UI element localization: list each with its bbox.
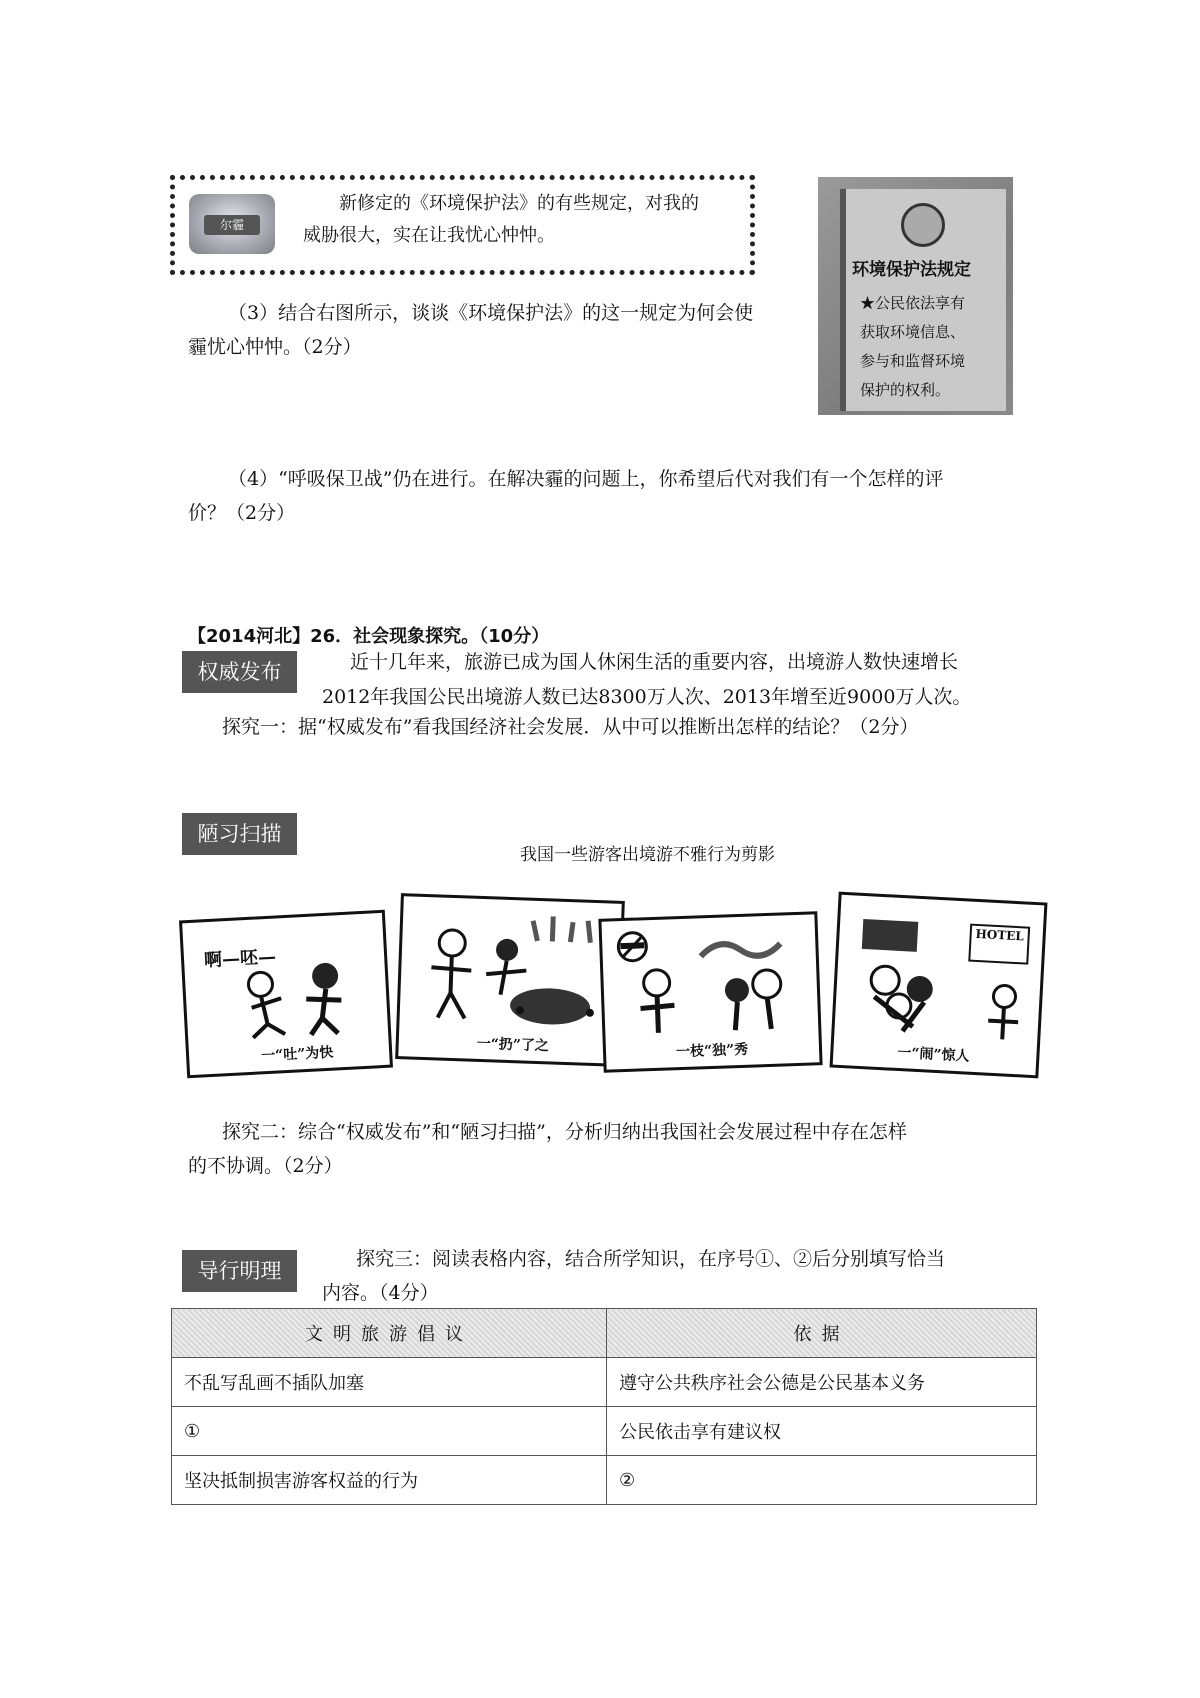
civilized-tourism-table	[171, 1308, 1037, 1505]
question-26-heading: 【2014河北】26．社会现象探究。（10分）	[188, 626, 550, 647]
smog-character-image	[189, 194, 275, 254]
q4-line2: 价？（2分）	[188, 502, 296, 524]
law-photo-body	[860, 289, 1000, 405]
explore-3-line1: 探究三：阅读表格内容，结合所学知识，在序号①、②后分别填写恰当	[356, 1248, 946, 1270]
cartoon-strip-title: 我国一些游客出境游不雅行为剪影	[520, 845, 775, 865]
hotel-sign	[968, 924, 1030, 965]
authority-release-label: 权威发布	[182, 651, 297, 693]
explore-2-line2: 的不协调。（2分）	[188, 1155, 343, 1177]
explore-2	[188, 1115, 1028, 1183]
law-line: 保护的权利。	[860, 381, 951, 399]
cartoon-panel-noise	[830, 892, 1048, 1079]
cartoon-caption-noise: 一“闹”惊人	[896, 1044, 970, 1065]
haze-speech-text	[303, 188, 743, 252]
hotel-sign-text: HOTEL	[975, 926, 1025, 944]
table-row	[172, 1407, 1037, 1456]
table-header-proposal: 文明旅游倡议	[172, 1309, 607, 1358]
explore-1: 探究一：据“权威发布”看我国经济社会发展．从中可以推断出怎样的结论？（2分）	[222, 716, 919, 738]
cartoon-panel-spit	[179, 910, 393, 1079]
cartoon-panel-smoke	[598, 911, 822, 1073]
cartoon-figures-noise	[842, 903, 1039, 1043]
haze-text-line2: 威胁很大，实在让我忧心忡忡。	[303, 225, 555, 246]
cartoon-panel-litter	[395, 893, 625, 1067]
explore-3	[322, 1242, 1032, 1310]
national-emblem-icon	[901, 203, 945, 247]
guide-reasoning-label: 导行明理	[182, 1250, 297, 1292]
q4-line1: （4）“呼吸保卫战”仍在进行。在解决霾的问题上，你希望后代对我们有一个怎样的评	[228, 468, 944, 490]
table-cell-answer-2: ②	[607, 1456, 1037, 1505]
table-header-basis: 依据	[607, 1309, 1037, 1358]
table-cell: 不乱写乱画不插队加塞	[172, 1358, 607, 1407]
cartoon-caption-smoke: 一枝“独”秀	[675, 1041, 749, 1061]
law-line: 参与和监督环境	[860, 352, 966, 370]
explore-2-line1: 探究二：综合“权威发布”和“陋习扫描”，分析归纳出我国社会发展过程中存在怎样	[222, 1121, 907, 1143]
cartoon-caption-litter: 一“扔”了之	[476, 1035, 550, 1055]
cartoon-sign-text: 啊—呸—	[203, 946, 277, 972]
haze-text-line1: 新修定的《环境保护法》的有些规定，对我的	[339, 193, 699, 214]
q3-line2: 霾忧心忡忡。（2分）	[188, 336, 362, 358]
table-cell: 坚决抵制损害游客权益的行为	[172, 1456, 607, 1505]
table-header-row	[172, 1309, 1037, 1358]
law-line: 获取环境信息、	[860, 323, 966, 341]
cartoon-figures-spit	[219, 954, 363, 1041]
law-photo-title: 环境保护法规定	[852, 260, 971, 280]
cartoon-caption-spit: 一“吐”为快	[260, 1044, 334, 1065]
authority-line2: 2012年我国公民出境游人数已达8300万人次、2013年增至近9000万人次。	[322, 686, 972, 708]
table-cell-answer-1: ①	[172, 1407, 607, 1456]
question-4	[188, 462, 1028, 530]
cartoon-figures-smoke	[610, 922, 814, 1041]
table-cell: 遵守公共秩序社会公德是公民基本义务	[607, 1358, 1037, 1407]
explore-3-line2: 内容。（4分）	[322, 1282, 439, 1304]
authority-line1: 近十几年来，旅游已成为国人休闲生活的重要内容，出境游人数快速增长	[350, 651, 959, 673]
table-row	[172, 1456, 1037, 1505]
smog-badge: 尔霾	[204, 215, 260, 235]
haze-speech-box	[170, 175, 755, 275]
environment-law-photo	[818, 177, 1013, 415]
table-row	[172, 1358, 1037, 1407]
q3-line1: （3）结合右图所示，谈谈《环境保护法》的这一规定为何会使	[228, 302, 754, 324]
table-cell: 公民依击享有建议权	[607, 1407, 1037, 1456]
bad-habits-scan-label: 陋习扫描	[182, 813, 297, 855]
cartoon-figures-litter	[409, 907, 613, 1034]
authority-text	[320, 645, 1040, 679]
law-document-page	[840, 189, 1006, 411]
law-line: ★公民依法享有	[860, 294, 966, 312]
question-3	[188, 296, 808, 364]
